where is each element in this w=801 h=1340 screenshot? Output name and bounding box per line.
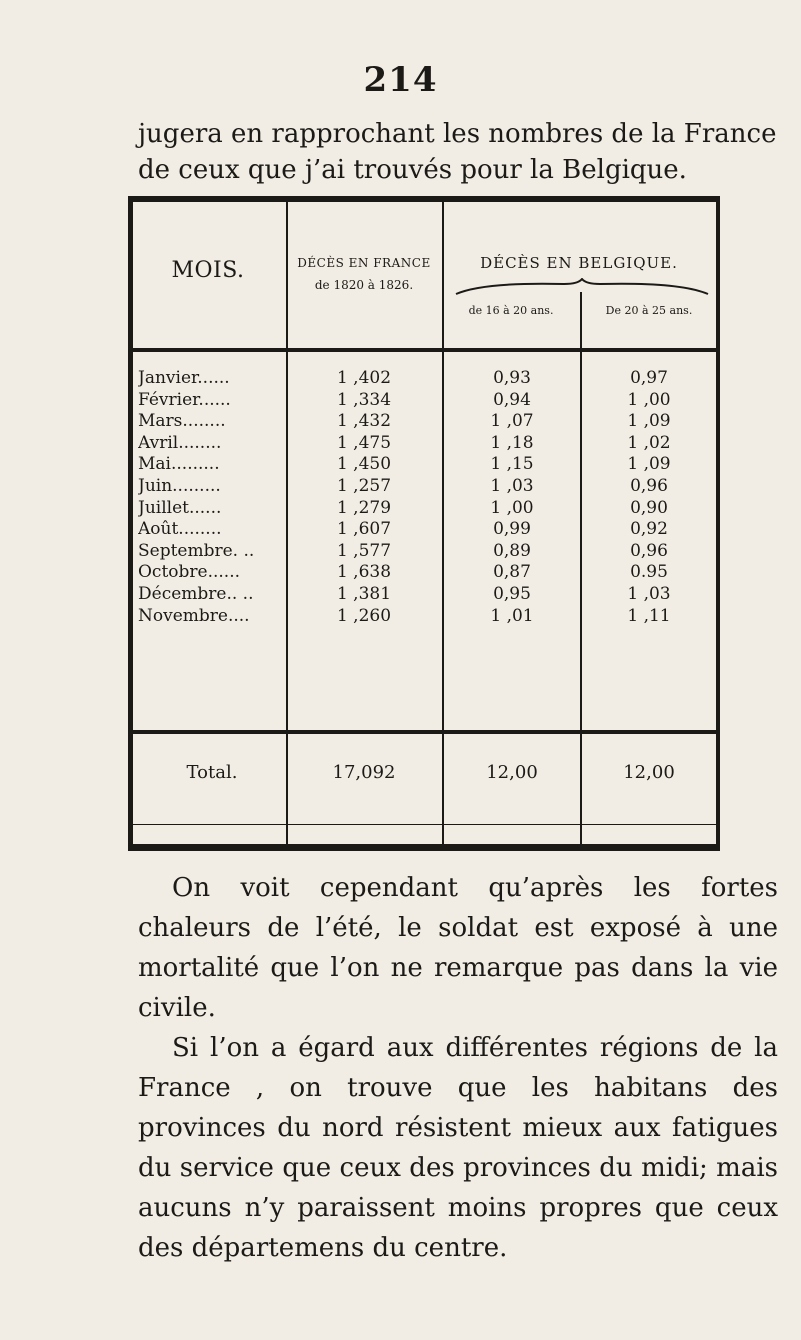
table-row — [128, 606, 720, 628]
cell-mois: Septembre. .. — [138, 540, 255, 561]
header-france-period: de 1820 à 1826. — [314, 278, 414, 292]
cell-belgique-b: 0,96 — [630, 475, 668, 496]
cell-belgique-b: 1 ,03 — [627, 583, 671, 604]
total-rule — [133, 730, 716, 734]
brace-icon — [454, 278, 710, 298]
cell-mois: Novembre.... — [138, 605, 250, 626]
cell-belgique-a: 1 ,03 — [490, 475, 534, 496]
cell-mois: Mars........ — [138, 411, 226, 432]
table-row — [128, 368, 720, 390]
page-number: 214 — [363, 60, 438, 100]
cell-belgique-a: 1 ,01 — [490, 605, 534, 626]
cell-belgique-a: 1 ,18 — [490, 432, 534, 453]
cell-belgique-b: 1 ,02 — [627, 432, 671, 453]
header-belgique: DÉCÈS EN BELGIQUE. — [480, 254, 678, 272]
cell-mois: Octobre...... — [138, 562, 241, 583]
cell-france: 1 ,260 — [336, 605, 392, 626]
cell-france: 1 ,577 — [336, 540, 392, 561]
cell-belgique-a: 0,87 — [493, 562, 531, 583]
header-belgique-20-25: De 20 à 25 ans. — [605, 304, 693, 317]
intro-line: de ceux que j’ai trouvés pour la Belgique. — [138, 155, 687, 185]
cell-belgique-b: 1 ,09 — [627, 411, 671, 432]
cell-france: 1 ,279 — [336, 497, 392, 518]
cell-mois: Février...... — [138, 389, 231, 410]
table-row — [128, 476, 720, 498]
total-france: 17,092 — [332, 762, 396, 783]
header-france: DÉCÈS EN FRANCE — [297, 256, 431, 270]
cell-belgique-a: 0,89 — [493, 540, 531, 561]
paragraph: Si l’on a égard aux différentes régions de la France , on trouve que les habitans des provinces du nord résistent mieux aux fatigues du service que ceux des provinces du midi; mais aucuns n’y paraissent moins propres que ceux des départemens du centre. — [138, 1033, 778, 1263]
cell-belgique-b: 0,90 — [630, 497, 668, 518]
cell-belgique-b: 0,92 — [630, 519, 668, 540]
cell-france: 1 ,381 — [336, 583, 392, 604]
mortality-table — [128, 196, 720, 851]
cell-mois: Janvier...... — [138, 368, 230, 388]
cell-france: 1 ,257 — [336, 475, 392, 496]
cell-belgique-a: 1 ,00 — [490, 497, 534, 518]
intro-line: jugera en rapprochant les nombres de la France — [138, 119, 777, 149]
cell-belgique-b: 0,97 — [630, 368, 668, 388]
table-body — [128, 368, 720, 627]
cell-mois: Juin......... — [138, 475, 221, 496]
cell-belgique-a: 1 ,15 — [490, 454, 534, 475]
total-belgique-b: 12,00 — [623, 762, 675, 783]
cell-france: 1 ,432 — [336, 411, 392, 432]
header-rule — [133, 348, 716, 352]
table-row — [128, 498, 720, 520]
cell-france: 1 ,402 — [336, 368, 392, 388]
cell-belgique-a: 1 ,07 — [490, 411, 534, 432]
table-row — [128, 584, 720, 606]
cell-belgique-b: 1 ,11 — [627, 605, 671, 626]
cell-mois: Juillet...... — [138, 497, 222, 518]
table-row — [128, 562, 720, 584]
cell-belgique-a: 0,93 — [493, 368, 531, 388]
cell-france: 1 ,607 — [336, 519, 392, 540]
cell-mois: Décembre.. .. — [138, 583, 254, 604]
cell-france: 1 ,450 — [336, 454, 392, 475]
table-bottom-rule — [128, 844, 720, 851]
cell-belgique-a: 0,99 — [493, 519, 531, 540]
cell-france: 1 ,334 — [336, 389, 392, 410]
table-row — [128, 390, 720, 412]
body-text — [138, 868, 778, 1268]
table-row — [128, 541, 720, 563]
cell-belgique-a: 0,95 — [493, 583, 531, 604]
total-belgique-a: 12,00 — [486, 762, 538, 783]
cell-france: 1 ,638 — [336, 562, 392, 583]
table-row — [128, 411, 720, 433]
cell-mois: Mai......... — [138, 454, 220, 475]
intro-text — [138, 116, 778, 188]
cell-belgique-b: 0,96 — [630, 540, 668, 561]
cell-belgique-b: 1 ,00 — [627, 389, 671, 410]
table-row — [128, 519, 720, 541]
cell-mois: Août........ — [138, 519, 222, 540]
footer-thin-rule — [133, 824, 716, 825]
paragraph: On voit cependant qu’après les fortes chaleurs de l’été, le soldat est exposé à une mortalité que l’on ne remarque pas dans la vie civile. — [138, 873, 778, 1023]
cell-belgique-b: 1 ,09 — [627, 454, 671, 475]
table-top-rule — [128, 196, 720, 202]
total-label: Total. — [186, 762, 238, 783]
cell-belgique-b: 0.95 — [630, 562, 668, 583]
header-belgique-16-20: de 16 à 20 ans. — [468, 304, 554, 317]
cell-belgique-a: 0,94 — [493, 389, 531, 410]
header-mois: MOIS. — [171, 258, 245, 283]
cell-mois: Avril........ — [138, 432, 222, 453]
table-row — [128, 433, 720, 455]
cell-france: 1 ,475 — [336, 432, 392, 453]
table-row — [128, 454, 720, 476]
